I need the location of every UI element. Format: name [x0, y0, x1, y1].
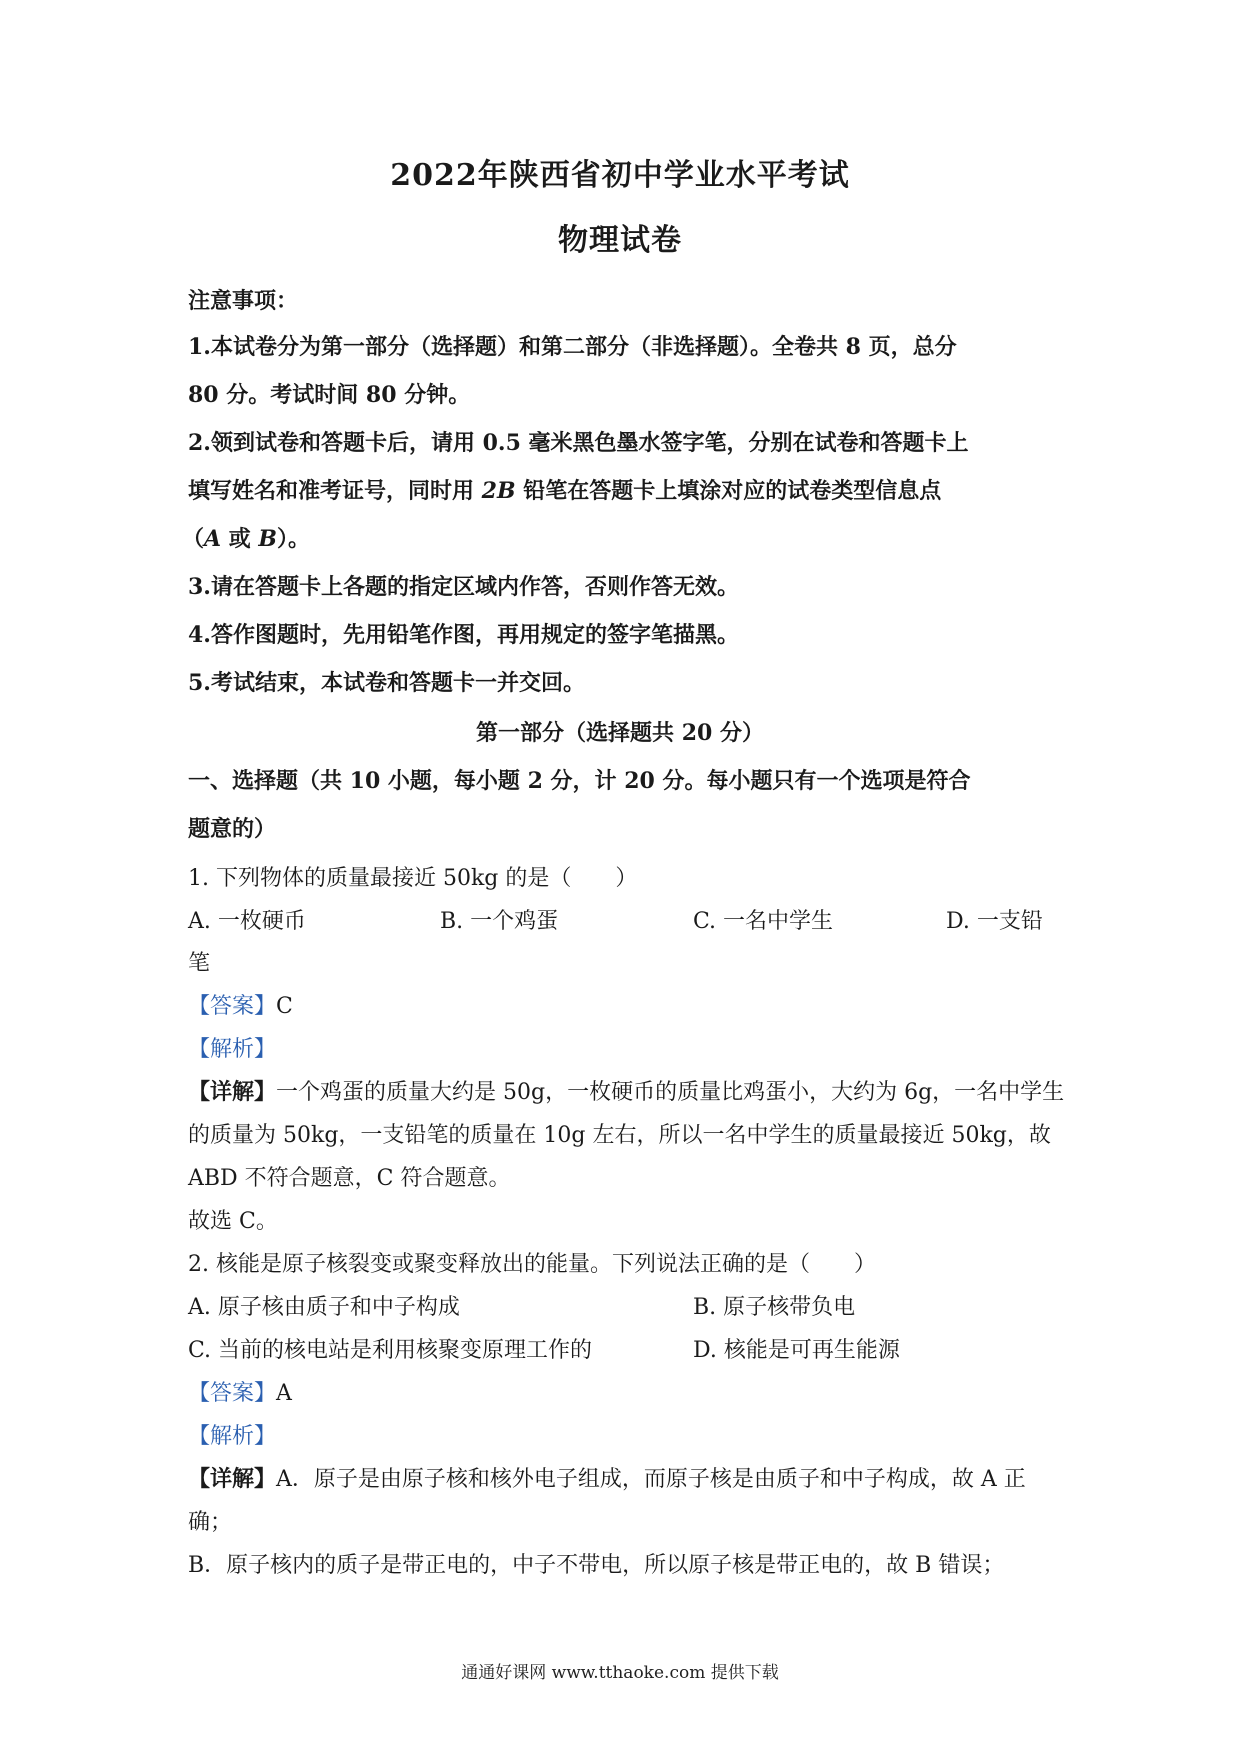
section-heading-line-1: 一、选择题（共 10 小题，每小题 2 分，计 20 分。每小题只有一个选项是符合 — [188, 768, 971, 794]
q2-detail-tag: 【详解】 — [188, 1466, 277, 1492]
paper-type-a: A — [204, 526, 222, 552]
q1-answer — [188, 989, 293, 1020]
notice-item-1-line-2: 80 分。考试时间 80 分钟。 — [188, 382, 471, 408]
q1-option-d: D. 一支铅 — [946, 909, 1043, 934]
q2-detail-line-3: B．原子核内的质子是带正电的，中子不带电，所以原子核是带正电的，故 B 错误； — [188, 1553, 1005, 1578]
section-heading-line-2: 题意的） — [188, 816, 277, 842]
q2-option-b: B. 原子核带负电 — [693, 1295, 856, 1320]
q1-option-b: B. 一个鸡蛋 — [440, 909, 559, 934]
notice-item-1-line-1: 1.本试卷分为第一部分（选择题）和第二部分（非选择题）。全卷共 8 页，总分 — [188, 334, 957, 360]
exam-title: 2022年陕西省初中学业水平考试 — [390, 158, 850, 193]
q2-analysis-tag: 【解析】 — [188, 1424, 277, 1449]
notice-item-2-pencil-grade: 2B — [481, 478, 516, 504]
q2-option-a: A. 原子核由质子和中子构成 — [188, 1295, 460, 1320]
q2-option-d: D. 核能是可再生能源 — [693, 1338, 900, 1363]
notice-item-2-line-2-text-a: 填写姓名和准考证号，同时用 — [188, 478, 482, 504]
part1-heading: 第一部分（选择题共 20 分） — [476, 720, 764, 746]
q1-option-d-wrap: 笔 — [188, 951, 211, 976]
q1-detail-line-3: ABD 不符合题意，C 符合题意。 — [188, 1166, 511, 1191]
q1-analysis-tag: 【解析】 — [188, 1037, 277, 1062]
q1-option-c: C. 一名中学生 — [693, 909, 834, 934]
q1-option-a: A. 一枚硬币 — [188, 909, 306, 934]
q2-answer-value: A — [276, 1381, 292, 1406]
q1-detail-tag: 【详解】 — [188, 1079, 277, 1105]
q1-stem: 1. 下列物体的质量最接近 50kg 的是（ ） — [188, 866, 638, 891]
q2-stem: 2. 核能是原子核裂变或聚变释放出的能量。下列说法正确的是（ ） — [188, 1252, 876, 1277]
q1-detail-line-1 — [188, 1075, 1064, 1106]
q2-detail-text-1: A．原子是由原子核和核外电子组成，而原子核是由质子和中子构成，故 A 正 — [276, 1467, 1026, 1492]
notice-heading: 注意事项： — [188, 288, 299, 314]
exam-subtitle: 物理试卷 — [558, 223, 682, 258]
q2-answer-tag: 【答案】 — [188, 1381, 277, 1406]
notice-item-2-line-3 — [182, 522, 310, 553]
page-footer: 通通好课网 www.tthaoke.com 提供下载 — [461, 1663, 779, 1683]
q1-answer-value: C — [276, 994, 293, 1019]
notice-item-2-line-2-text-c: 铅笔在答题卡上填涂对应的试卷类型信息点 — [515, 478, 942, 504]
q2-detail-line-1 — [188, 1462, 1026, 1493]
paper-type-b: B — [258, 526, 278, 552]
paren-close: ）。 — [277, 526, 311, 552]
notice-item-4: 4.答作图题时，先用铅笔作图，再用规定的签字笔描黑。 — [188, 622, 739, 648]
paren-open: （ — [182, 526, 205, 552]
notice-item-3: 3.请在答题卡上各题的指定区域内作答，否则作答无效。 — [188, 574, 739, 600]
notice-item-2-line-1: 2.领到试卷和答题卡后，请用 0.5 毫米黑色墨水签字笔，分别在试卷和答题卡上 — [188, 430, 969, 456]
notice-item-5: 5.考试结束，本试卷和答题卡一并交回。 — [188, 670, 585, 696]
notice-item-2-line-2 — [188, 474, 941, 505]
q1-answer-tag: 【答案】 — [188, 994, 277, 1019]
q1-detail-line-2: 的质量为 50kg，一支铅笔的质量在 10g 左右，所以一名中学生的质量最接近 50kg，故 — [188, 1123, 1051, 1148]
q1-detail-text-1: 一个鸡蛋的质量大约是 50g，一枚硬币的质量比鸡蛋小，大约为 6g，一名中学生 — [276, 1080, 1065, 1105]
q2-option-c: C. 当前的核电站是利用核聚变原理工作的 — [188, 1338, 593, 1363]
q2-detail-line-2: 确； — [188, 1510, 233, 1535]
paper-type-or: 或 — [221, 526, 259, 552]
q2-answer — [188, 1376, 292, 1407]
q1-conclusion: 故选 C。 — [188, 1209, 278, 1234]
